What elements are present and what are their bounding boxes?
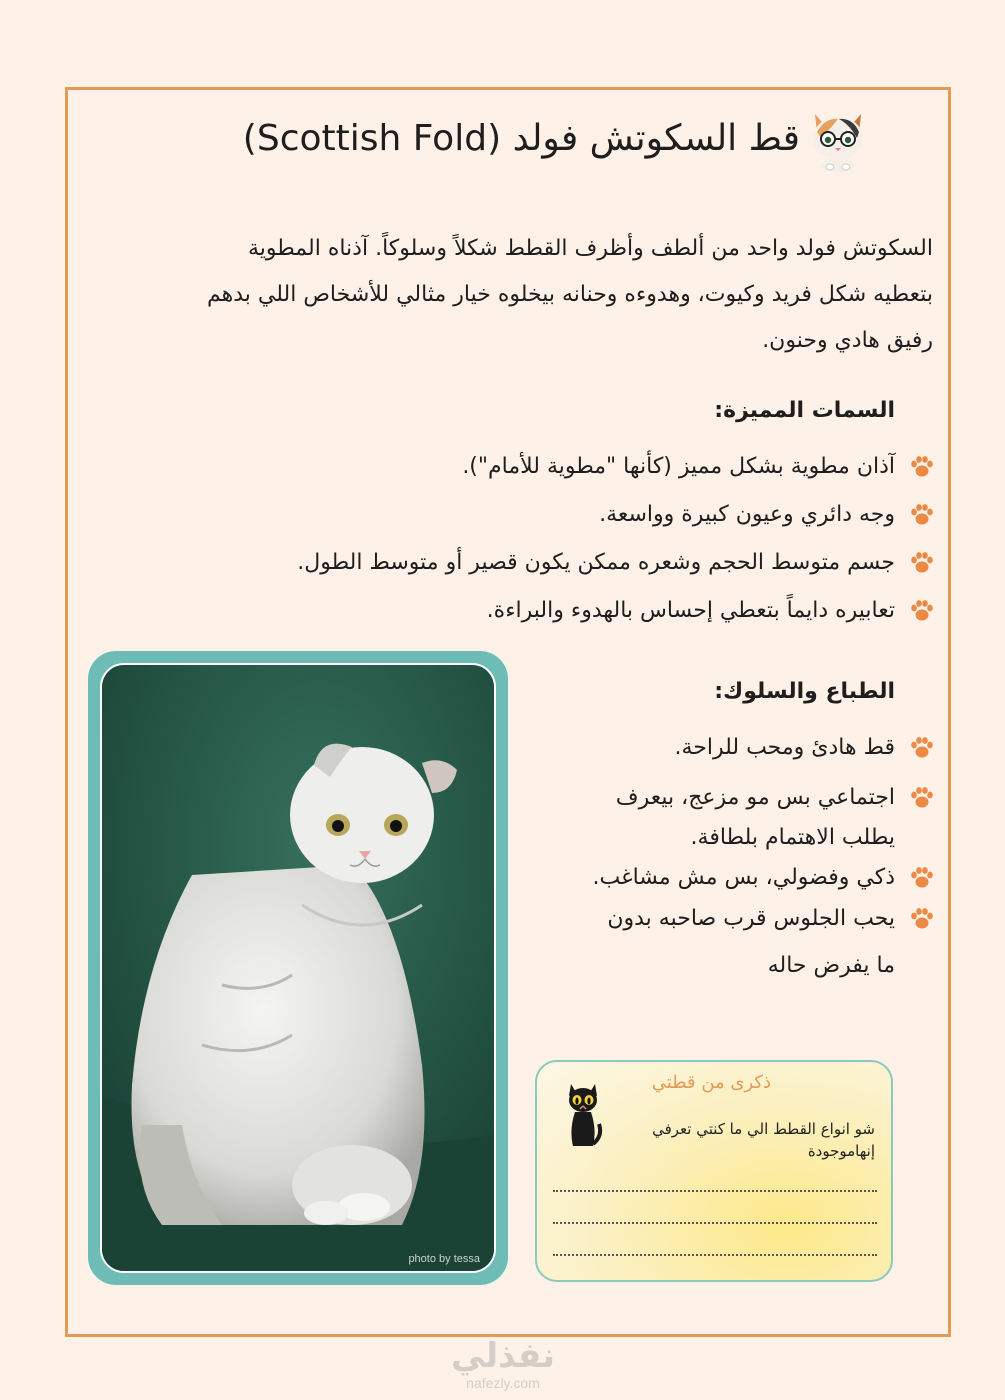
behavior-heading: الطباع والسلوك: <box>714 679 895 704</box>
behavior-item: يحب الجلوس قرب صاحبه بدون <box>607 899 935 939</box>
paw-icon <box>909 454 935 480</box>
paw-icon <box>909 550 935 576</box>
paw-icon <box>909 906 935 932</box>
cat-photo <box>100 663 496 1273</box>
trait-item: وجه دائري وعيون كبيرة وواسعة. <box>599 495 935 535</box>
memo-answer-line[interactable] <box>553 1190 877 1192</box>
page-title: قط السكوتش فولد (Scottish Fold) <box>242 118 800 159</box>
paw-icon <box>909 735 935 761</box>
memo-card <box>535 1060 893 1282</box>
trait-item: تعابيره دايماً بتعطي إحساس بالهدوء والبراءة. <box>487 591 935 631</box>
paw-icon <box>909 785 935 811</box>
cat-photo-frame <box>88 651 508 1285</box>
cat-with-glasses-icon <box>803 104 873 174</box>
trait-item: جسم متوسط الحجم وشعره ممكن يكون قصير أو متوسط الطول. <box>297 543 935 583</box>
watermark-latin: nafezly.com <box>466 1375 540 1391</box>
memo-answer-line[interactable] <box>553 1222 877 1224</box>
behavior-item-continuation: ما يفرض حاله <box>767 953 895 978</box>
memo-title: ذكرى من قطتي <box>651 1072 771 1093</box>
photo-credit: photo by tessa <box>408 1253 480 1265</box>
scottish-fold-cat-image <box>102 665 494 1271</box>
paw-icon <box>909 865 935 891</box>
intro-paragraph: السكوتش فولد واحد من ألطف وأظرف القطط شكلاً وسلوكاً. آذناه المطوية بتعطيه شكل فريد وكيوت، وهدوءه وحنانه بيخلوه خيار مثالي للأشخاص اللي بدهم رفيق هادي وحنون. <box>207 236 933 353</box>
watermark-arabic: نفذلي <box>450 1336 556 1376</box>
trait-item: آذان مطوية بشكل مميز (كأنها "مطوية للأمام"). <box>462 447 935 487</box>
memo-answer-line[interactable] <box>553 1254 877 1256</box>
behavior-item: ذكي وفضولي، بس مش مشاغب. <box>592 858 935 898</box>
behavior-item: قط هادئ ومحب للراحة. <box>674 728 935 768</box>
watermark <box>441 1337 565 1391</box>
behavior-item: اجتماعي بس مو مزعج، بيعرف يطلب الاهتمام بلطافة. <box>575 778 935 858</box>
black-cat-icon <box>563 1078 603 1150</box>
paw-icon <box>909 598 935 624</box>
paw-icon <box>909 502 935 528</box>
memo-question: شو انواع القطط الي ما كنتي تعرفي إنهاموجودة <box>652 1120 875 1160</box>
traits-heading: السمات المميزة: <box>714 398 895 423</box>
